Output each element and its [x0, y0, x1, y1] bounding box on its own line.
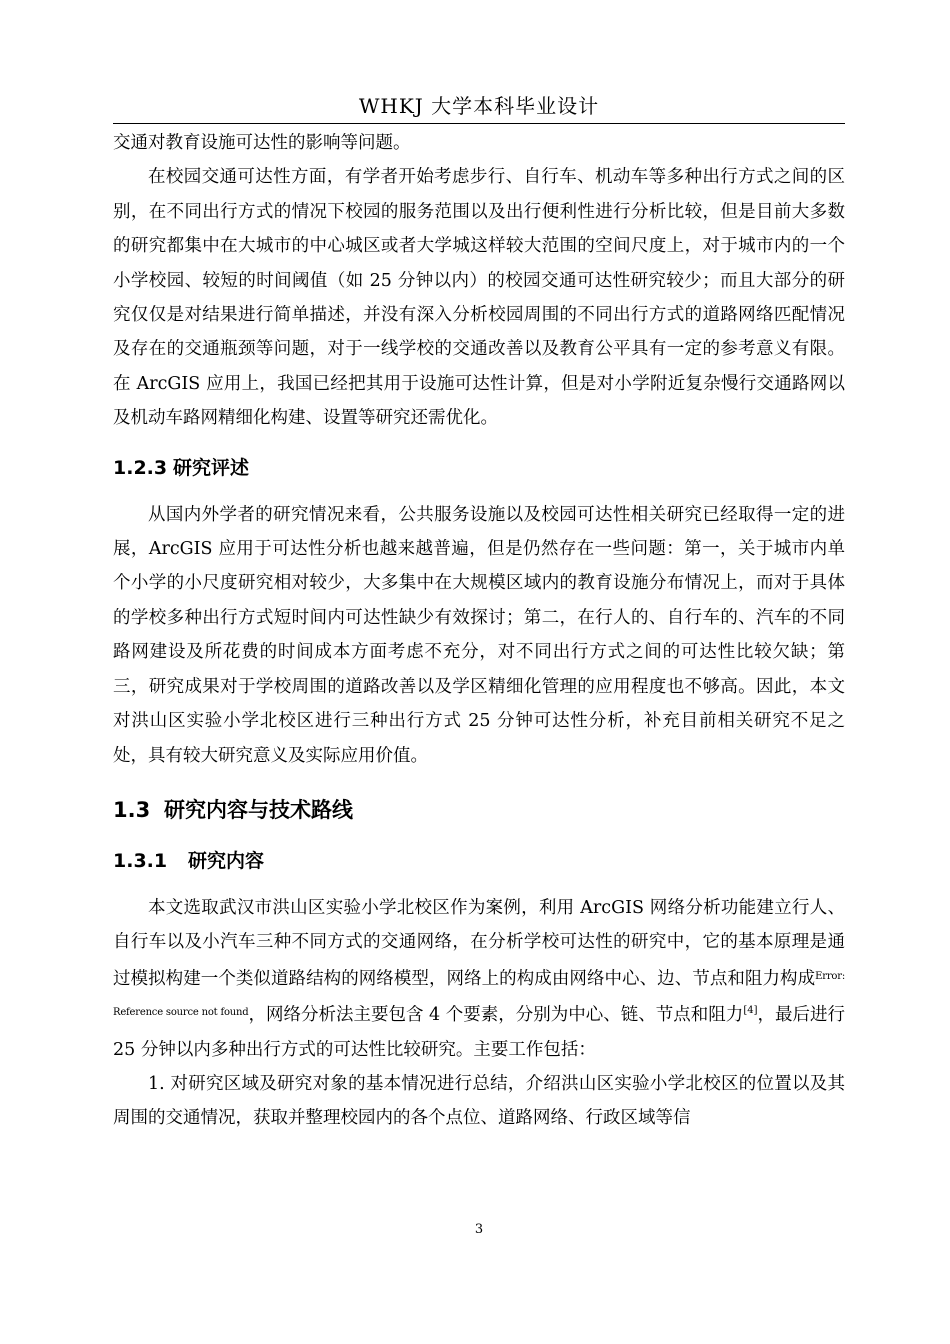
- paragraph-3: 从国内外学者的研究情况来看，公共服务设施以及校园可达性相关研究已经取得一定的进展，ArcGIS 应用于可达性分析也越来越普遍，但是仍然存在一些问题：第一，关于城市内单个小学的小尺度研究相对较少，大多集中在大规模区域内的教育设施分布情况上，而对于具体的学校多种出行方式短时间内可达性缺少有效探讨；第二，在行人的、自行车的、汽车的不同路网建设及所花费的时间成本方面考虑不充分，对不同出行方式之间的可达性比较欠缺；第三，研究成果对于学校周围的道路改善以及学区精细化管理的应用程度也不够高。因此，本文对洪山区实验小学北校区进行三种出行方式 25 分钟可达性分析，补充目前相关研究不足之处，具有较大研究意义及实际应用价值。: [113, 504, 845, 766]
- heading-title: 研究评述: [173, 456, 250, 479]
- paragraph-2: 在校园交通可达性方面，有学者开始考虑步行、自行车、机动车等多种出行方式之间的区别，在不同出行方式的情况下校园的服务范围以及出行便利性进行分析比较，但是目前大多数的研究都集中在大城市的中心城区或者大学城这样较大范围的空间尺度上，对于城市内的一个小学校园、较短的时间阈值（如 25 分钟以内）的校园交通可达性研究较少；而且大部分的研究仅仅是对结果进行简单描述，并没有深入分析校园周围的不同出行方式的道路网络匹配情况及存在的交通瓶颈等问题，对于一线学校的交通改善以及教育公平具有一定的参考意义有限。在 ArcGIS 应用上，我国已经把其用于设施可达性计算，但是对小学附近复杂慢行交通路网以及机动车路网精细化构建、设置等研究还需优化。: [113, 167, 845, 429]
- heading-title: 研究内容与技术路线: [164, 797, 353, 822]
- heading-number: 1.3: [113, 797, 151, 822]
- paragraph-5: 1. 对研究区域及研究对象的基本情况进行总结，介绍洪山区实验小学北校区的位置以及其周围的交通情况，获取并整理校园内的各个点位、道路网络、行政区域等信: [113, 1073, 845, 1129]
- paragraph-4-text-b: ，网络分析法主要包含 4 个要素，分别为中心、链、节点和阻力: [248, 1005, 744, 1026]
- paragraph-4: [113, 891, 845, 1067]
- heading-number: 1.3.1: [113, 849, 168, 872]
- heading-1-3: [113, 795, 845, 825]
- page-number: 3: [474, 1222, 484, 1237]
- citation-4: [4]: [743, 1005, 758, 1017]
- heading-number: 1.2.3: [113, 456, 168, 479]
- reference-error-note: Error: Reference source not found: [113, 970, 845, 1019]
- paragraph-4-text-c: ，最后进行 25 分钟以内多种出行方式的可达性比较研究。主要工作包括：: [113, 1005, 846, 1060]
- page-header: WHKJ 大学本科毕业设计: [358, 94, 600, 118]
- document-body: [113, 126, 845, 1136]
- heading-1-2-3: [113, 454, 845, 482]
- paragraph-1: 交通对教育设施可达性的影响等问题。: [113, 133, 411, 153]
- heading-title: 研究内容: [188, 849, 265, 872]
- header-divider: [113, 123, 845, 124]
- paragraph-4-text-a: 本文选取武汉市洪山区实验小学北校区作为案例，利用 ArcGIS 网络分析功能建立行人、自行车以及小汽车三种不同方式的交通网络，在分析学校可达性的研究中，它的基本原理是通过模拟构建一个类似道路结构的网络模型，网络上的构成由网络中心、边、节点和阻力构成: [113, 897, 845, 989]
- heading-1-3-1: [113, 847, 845, 875]
